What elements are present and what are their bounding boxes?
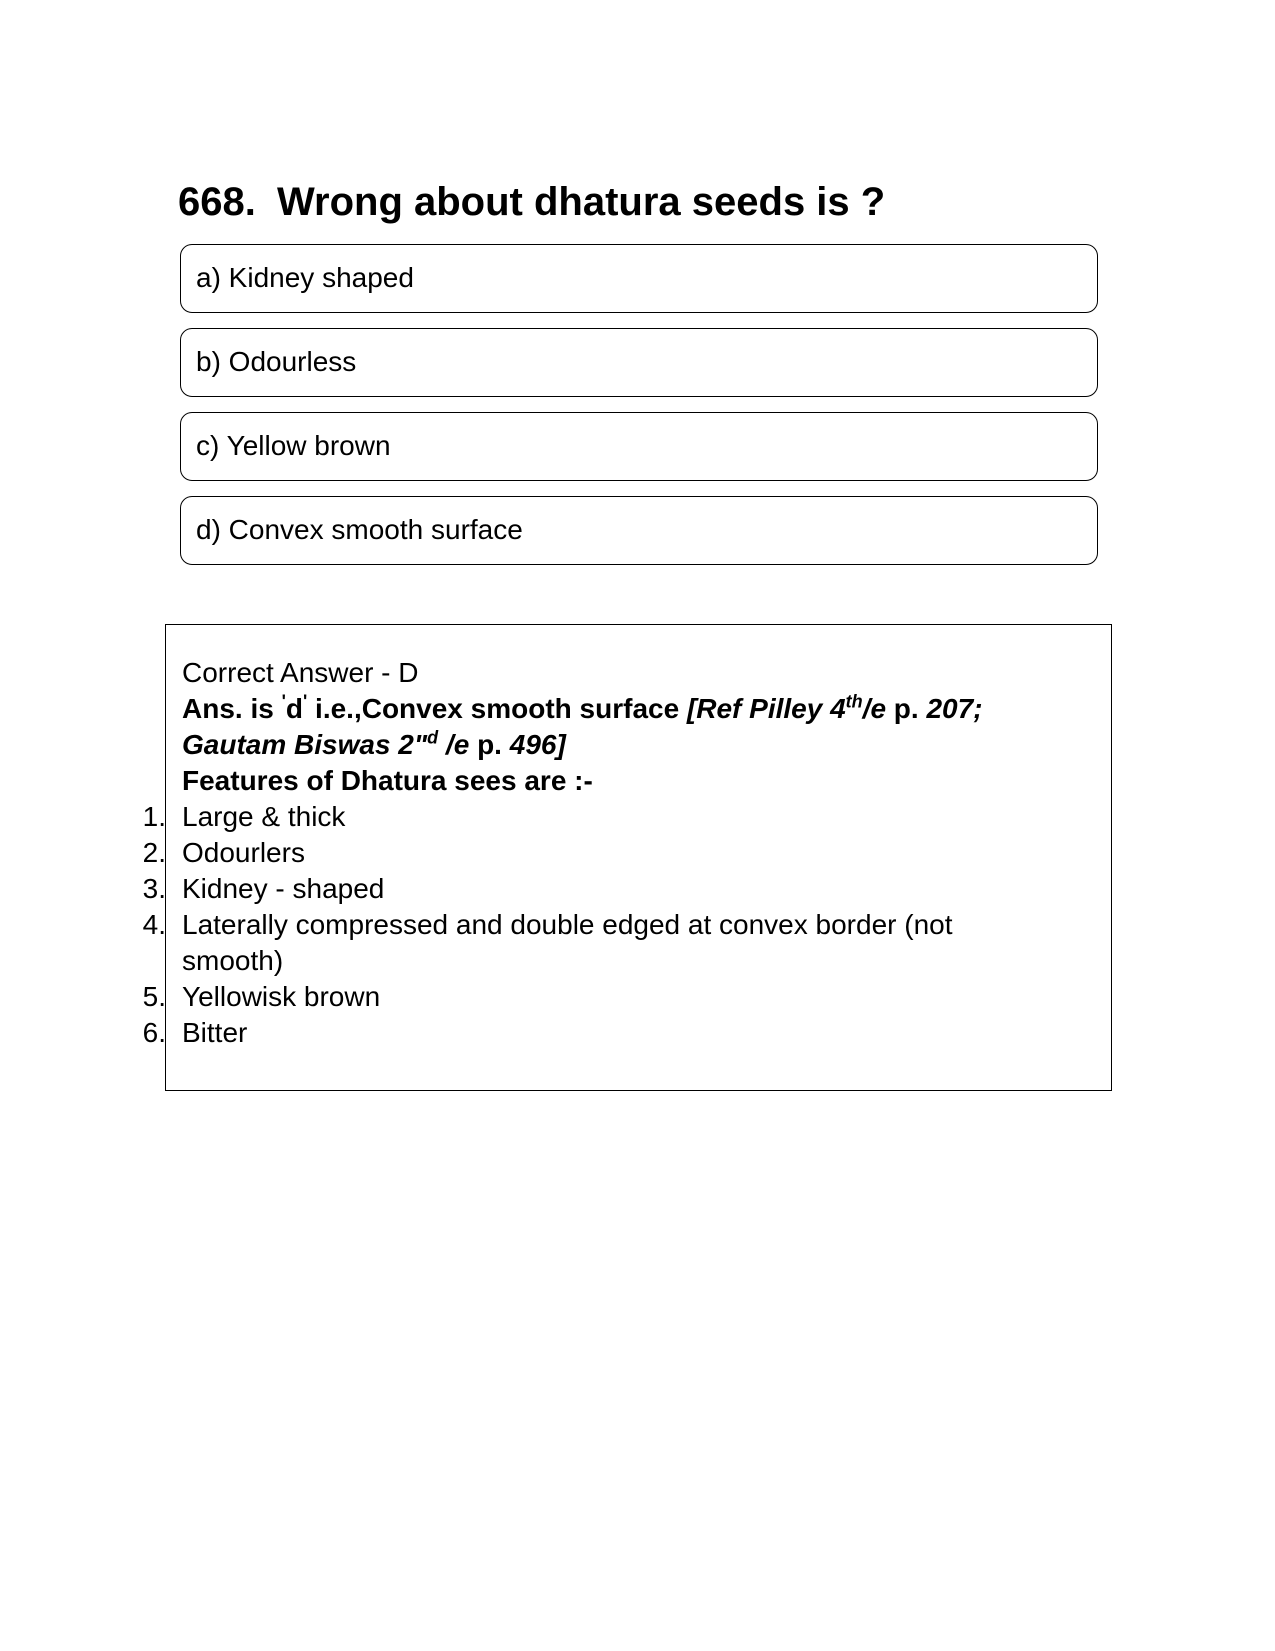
ref-part-3: p. bbox=[886, 693, 927, 724]
answer-content bbox=[142, 655, 1082, 1051]
correct-answer-line: Correct Answer - D bbox=[182, 657, 419, 688]
feature-text: Odourlers bbox=[182, 837, 305, 868]
feature-text: smooth) bbox=[182, 945, 284, 976]
ref-part-4: 207; bbox=[926, 693, 983, 724]
feature-number: 1. bbox=[142, 801, 166, 832]
feature-item bbox=[142, 799, 1082, 835]
feature-item-continuation bbox=[182, 943, 1082, 979]
options-list bbox=[180, 244, 1098, 580]
feature-text: Laterally compressed and double edged at convex border (not bbox=[182, 909, 953, 940]
option-a[interactable]: a) Kidney shaped bbox=[180, 244, 1098, 313]
feature-text: Kidney - shaped bbox=[182, 873, 385, 904]
ref-part-7: p. bbox=[469, 729, 510, 760]
feature-text: Large & thick bbox=[182, 801, 346, 832]
question-heading bbox=[178, 178, 885, 226]
ans-letter: d bbox=[285, 693, 303, 724]
features-list bbox=[142, 799, 1082, 1051]
feature-number: 2. bbox=[142, 837, 166, 868]
feature-item bbox=[142, 835, 1082, 871]
feature-item bbox=[142, 907, 1082, 943]
feature-number: 5. bbox=[142, 981, 166, 1012]
ans-mark-open: ' bbox=[281, 691, 286, 712]
feature-text: Bitter bbox=[182, 1017, 248, 1048]
ans-prefix: Ans. is bbox=[182, 693, 282, 724]
ref-part-2: /e bbox=[862, 693, 887, 724]
feature-number: 6. bbox=[142, 1017, 166, 1048]
answer-explanation-line-1 bbox=[182, 691, 1082, 727]
option-c[interactable]: c) Yellow brown bbox=[180, 412, 1098, 481]
ref-part-6: /e bbox=[438, 729, 470, 760]
feature-item bbox=[142, 1015, 1082, 1051]
feature-item bbox=[142, 871, 1082, 907]
option-b[interactable]: b) Odourless bbox=[180, 328, 1098, 397]
ref-part-8: 496] bbox=[509, 729, 566, 760]
feature-item bbox=[142, 979, 1082, 1015]
question-number: 668. bbox=[178, 180, 256, 224]
answer-explanation-line-2 bbox=[182, 727, 1082, 763]
ref-part-5: Gautam Biswas 2" bbox=[182, 729, 428, 760]
question-text: Wrong about dhatura seeds is ? bbox=[276, 180, 886, 224]
feature-number: 3. bbox=[142, 873, 166, 904]
feature-text: Yellowisk brown bbox=[182, 981, 381, 1012]
option-d[interactable]: d) Convex smooth surface bbox=[180, 496, 1098, 565]
answer-box bbox=[142, 624, 1112, 1091]
ref-sup-1: th bbox=[845, 691, 863, 712]
feature-number: 4. bbox=[142, 909, 166, 940]
ans-text: i.e.,Convex smooth surface bbox=[307, 693, 687, 724]
ref-part-1: [Ref Pilley 4 bbox=[686, 693, 846, 724]
features-title: Features of Dhatura sees are :- bbox=[182, 765, 593, 796]
ans-mark-close: ' bbox=[302, 691, 308, 712]
ref-sup-2: d bbox=[427, 727, 439, 748]
